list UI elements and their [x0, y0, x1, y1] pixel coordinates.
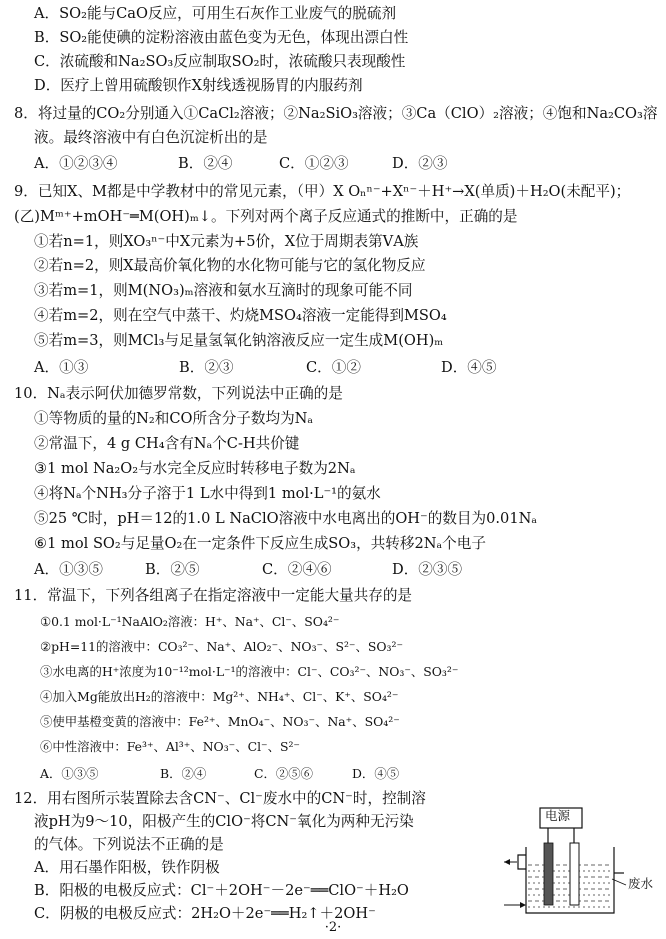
- inflow-arrowhead: [520, 902, 526, 908]
- q8-option-c: C．①②③: [279, 155, 349, 172]
- power-supply-label: 电源: [545, 808, 571, 823]
- q7-option-b: B．SO₂能使碘的淀粉溶液由蓝色变为无色，体现出漂白性: [34, 29, 409, 46]
- q11-item: ③水电离的H⁺浓度为10⁻¹²mol·L⁻¹的溶液中：Cl⁻、CO₃²⁻、NO₃⁻、SO₃²⁻: [40, 664, 459, 679]
- q8-stem-line2: 液。最终溶液中有白色沉淀析出的是: [34, 129, 268, 146]
- q7-option-d: D．医疗上曾用硫酸钡作X射线透视肠胃的内服药剂: [34, 77, 363, 94]
- q11-item: ②pH=11的溶液中：CO₃²⁻、Na⁺、AlO₂⁻、NO₃⁻、S²⁻、SO₃²⁻: [40, 639, 403, 654]
- q9-option-a: A．①③: [34, 359, 89, 376]
- q12-option-c: C．阴极的电极反应式：2H₂O＋2e⁻══H₂↑＋2OH⁻: [34, 905, 376, 922]
- anode-electrode: [544, 843, 553, 905]
- q10-option-a: A．①③⑤: [34, 561, 103, 578]
- q10-item: ⑥1 mol SO₂与足量O₂在一定条件下反应生成SO₃，共转移2Nₐ个电子: [34, 535, 486, 552]
- q10-stem: 10．Nₐ表示阿伏加德罗常数，下列说法中正确的是: [14, 385, 343, 402]
- cathode-electrode: [570, 843, 579, 905]
- q10-item: ⑤25 ℃时，pH＝12的1.0 L NaClO溶液中水电离出的OH⁻的数目为0.01Nₐ: [34, 510, 538, 527]
- q11-stem: 11．常温下，下列各组离子在指定溶液中一定能大量共存的是: [14, 587, 413, 604]
- q9-item: ⑤若m=3，则MCl₃与足量氢氧化钠溶液反应一定生成M(OH)ₘ: [34, 332, 444, 349]
- q8-stem-line1: 8．将过量的CO₂分别通入①CaCl₂溶液；②Na₂SiO₃溶液；③Ca（ClO）₂溶液；④饱和Na₂CO₃溶: [14, 105, 658, 122]
- q10-option-b: B．②⑤: [145, 561, 200, 578]
- inlet-pipe: [518, 855, 526, 869]
- q10-item: ④将Nₐ个NH₃分子溶于1 L水中得到1 mol·L⁻¹的氨水: [34, 485, 381, 502]
- q10-option-d: D．②③⑤: [392, 561, 463, 578]
- q12-stem-line2: 液pH为9～10，阳极产生的ClO⁻将CN⁻氧化为两种无污染: [34, 813, 414, 830]
- outflow-arrowhead: [504, 859, 510, 865]
- q11-option-a: A．①③⑤: [40, 766, 99, 781]
- q9-item: ②若n=2，则X最高价氧化物的水化物可能与它的氢化物反应: [34, 257, 426, 274]
- q10-option-c: C．②④⑥: [262, 561, 332, 578]
- q9-stem-line2: (乙)Mᵐ⁺+mOH⁻═M(OH)ₘ↓。下列对两个离子反应通式的推断中，正确的是: [14, 208, 518, 225]
- q8-option-a: A．①②③④: [34, 155, 118, 172]
- q12-stem-line1: 12．用右图所示装置除去含CN⁻、Cl⁻废水中的CN⁻时，控制溶: [14, 790, 426, 807]
- q7-option-a: A．SO₂能与CaO反应，可用生石灰作工业废气的脱硫剂: [34, 5, 397, 22]
- q11-item: ④加入Mg能放出H₂的溶液中：Mg²⁺、NH₄⁺、Cl⁻、K⁺、SO₄²⁻: [40, 689, 399, 704]
- q10-item: ③1 mol Na₂O₂与水完全反应时转移电子数为2Nₐ: [34, 460, 356, 477]
- q10-item: ②常温下，4 g CH₄含有Nₐ个C-H共价键: [34, 435, 300, 452]
- q11-item: ⑤使甲基橙变黄的溶液中：Fe²⁺、MnO₄⁻、NO₃⁻、Na⁺、SO₄²⁻: [40, 714, 400, 729]
- q11-option-b: B．②④: [160, 766, 207, 781]
- q9-option-b: B．②③: [179, 359, 234, 376]
- page-number: ·2·: [324, 920, 342, 935]
- q11-item: ⑥中性溶液中：Fe³⁺、Al³⁺、NO₃⁻、Cl⁻、S²⁻: [40, 739, 300, 754]
- q11-item: ①0.1 mol·L⁻¹NaAlO₂溶液：H⁺、Na⁺、Cl⁻、SO₄²⁻: [40, 614, 340, 629]
- q9-item: ④若m=2，则在空气中蒸干、灼烧MSO₄溶液一定能得到MSO₄: [34, 307, 447, 324]
- q7-option-c: C．浓硫酸和Na₂SO₃反应制取SO₂时，浓硫酸只表现酸性: [34, 53, 406, 70]
- q9-stem-line1: 9．已知X、M都是中学教材中的常见元素，（甲）X Oₙⁿ⁻+Xⁿ⁻＋H⁺→X(单质)＋H₂O(未配平)；: [14, 183, 631, 200]
- q9-item: ③若m=1，则M(NO₃)ₘ溶液和氨水互滴时的现象可能不同: [34, 282, 413, 299]
- q9-option-c: C．①②: [306, 359, 361, 376]
- q11-option-d: D．④⑤: [352, 766, 400, 781]
- q10-item: ①等物质的量的N₂和CO所含分子数均为Nₐ: [34, 410, 314, 427]
- wastewater-label: 废水: [628, 876, 654, 891]
- q12-option-b: B．阳极的电极反应式：Cl⁻＋2OH⁻－2e⁻══ClO⁻＋H₂O: [34, 882, 409, 899]
- q9-option-d: D．④⑤: [441, 359, 497, 376]
- q8-option-d: D．②③: [392, 155, 448, 172]
- q9-item: ①若n=1，则XO₃ⁿ⁻中X元素为+5价，X位于周期表第ⅤA族: [34, 233, 419, 250]
- q12-option-a: A．用石墨作阳极，铁作阴极: [34, 859, 220, 876]
- q12-stem-line3: 的气体。下列说法不正确的是: [34, 836, 224, 853]
- q11-option-c: C．②⑤⑥: [254, 766, 314, 781]
- q8-option-b: B．②④: [178, 155, 233, 172]
